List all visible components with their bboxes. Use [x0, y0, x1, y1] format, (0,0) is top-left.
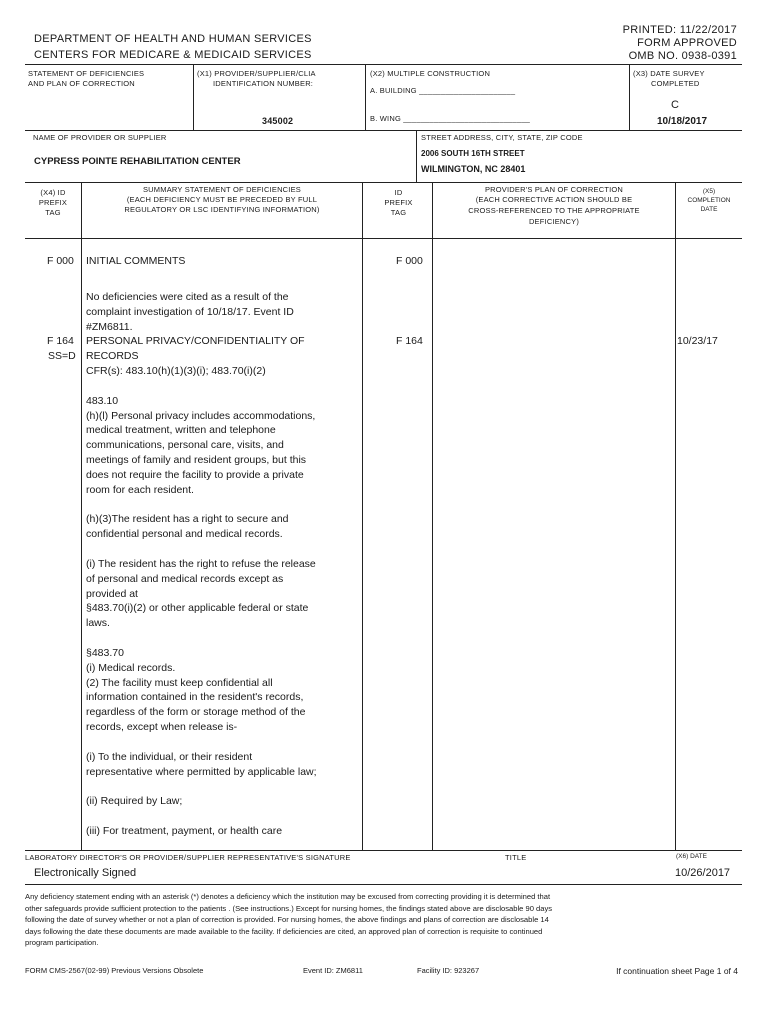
signature-label: LABORATORY DIRECTOR'S OR PROVIDER/SUPPLIER REPRESENTATIVE'S SIGNATURE	[25, 853, 351, 862]
text-line: information contained in the resident's records,	[86, 691, 304, 704]
text-line: representative where permitted by applicable law;	[86, 765, 317, 778]
address-label: STREET ADDRESS, CITY, STATE, ZIP CODE	[421, 133, 583, 142]
plan-header: PROVIDER'S PLAN OF CORRECTION	[484, 185, 624, 194]
survey-completed-date: 10/18/2017	[657, 116, 708, 127]
text-line: confidential personal and medical records.	[86, 528, 283, 541]
text-line: RECORDS	[86, 350, 139, 363]
text-line: (iii) For treatment, payment, or health care	[86, 825, 283, 838]
signature-date-label: (X6) DATE	[676, 853, 707, 860]
divider	[193, 64, 194, 130]
text-line: PERSONAL PRIVACY/CONFIDENTIALITY OF	[86, 335, 305, 348]
text-line: room for each resident.	[86, 483, 194, 496]
column-divider	[362, 182, 363, 850]
x5-header: COMPLETION	[687, 197, 731, 204]
f000-title: INITIAL COMMENTS	[86, 255, 186, 267]
text-line: (i) The resident has the right to refuse the release	[86, 557, 316, 570]
text-line: provided at	[86, 587, 138, 600]
plan-header: (EACH CORRECTIVE ACTION SHOULD BE	[475, 195, 633, 204]
wing-field: B. WING _____________________________	[370, 114, 531, 123]
x5-header: DATE	[700, 206, 718, 213]
street-address: 2006 SOUTH 16TH STREET	[421, 149, 525, 158]
statement-label: AND PLAN OF CORRECTION	[28, 79, 135, 88]
column-divider	[432, 182, 433, 850]
statement-label: STATEMENT OF DEFICIENCIES	[28, 69, 145, 78]
x5-header: (X5)	[702, 188, 716, 195]
text-line: of personal and medical records except as	[86, 572, 284, 585]
printed-date: PRINTED: 11/22/2017	[622, 24, 737, 36]
text-line: medical treatment, written and telephone	[86, 424, 276, 437]
x3-label: (X3) DATE SURVEY	[633, 69, 705, 78]
text-line: No deficiencies were cited as a result of the	[86, 291, 289, 303]
page-number: If continuation sheet Page 1 of 4	[616, 966, 738, 976]
city-state-zip: WILMINGTON, NC 28401	[421, 164, 526, 174]
divider	[629, 64, 630, 130]
signature-bottom-rule	[25, 884, 742, 885]
x2-label: (X2) MULTIPLE CONSTRUCTION	[370, 69, 491, 78]
text-line: (i) To the individual, or their resident	[86, 750, 253, 763]
form-number: FORM CMS-2567(02-99) Previous Versions Obsolete	[25, 966, 204, 975]
id-header: PREFIX	[384, 198, 413, 207]
tag-f000: F 000	[47, 255, 74, 267]
x4-header: TAG	[45, 208, 61, 217]
disclaimer-line: other safeguards provide sufficient protection to the patients . (See instructions.) Except for nursing homes, the findings stated above are disclosable 90 days	[25, 903, 553, 913]
id-block-bottom-rule	[25, 130, 742, 131]
text-line: §483.70(i)(2) or other applicable federal or state	[86, 602, 309, 615]
form-approved: FORM APPROVED	[637, 37, 737, 49]
column-header-bottom-rule	[25, 238, 742, 239]
text-line: (ii) Required by Law;	[86, 795, 183, 808]
department-title: DEPARTMENT OF HEALTH AND HUMAN SERVICES	[34, 33, 312, 45]
text-line: #ZM6811.	[86, 320, 133, 333]
id-tag-f164: F 164	[396, 335, 423, 347]
survey-code: C	[671, 99, 679, 111]
id-header: TAG	[390, 208, 407, 217]
deficiency-summary-text	[86, 290, 360, 839]
column-divider	[675, 182, 676, 850]
disclaimer-line: following the date of survey whether or not a plan of correction is provided. For nursing homes, the above findings and plans of correction are disclosable 14	[25, 915, 549, 925]
text-line: communications, personal care, visits, and	[86, 439, 284, 452]
x1-label: IDENTIFICATION NUMBER:	[213, 79, 314, 88]
signature-date: 10/26/2017	[675, 867, 731, 879]
signature-value: Electronically Signed	[34, 867, 137, 879]
facility-id: Facility ID: 923267	[417, 966, 480, 975]
building-field: A. BUILDING ______________________	[370, 86, 516, 95]
x1-label: (X1) PROVIDER/SUPPLIER/CLIA	[197, 69, 316, 78]
event-id: Event ID: ZM6811	[303, 966, 363, 975]
signature-top-rule	[25, 850, 742, 851]
x4-header: PREFIX	[38, 198, 68, 207]
text-line: (i) Medical records.	[86, 661, 176, 674]
summary-header: SUMMARY STATEMENT OF DEFICIENCIES	[142, 185, 301, 194]
text-line: regardless of the form or storage method of the	[86, 706, 306, 719]
provider-id-number: 345002	[262, 116, 294, 126]
text-line: laws.	[86, 617, 110, 630]
plan-header: DEFICIENCY)	[528, 217, 580, 226]
text-line: complaint investigation of 10/18/17. Event ID	[86, 305, 294, 318]
text-line: records, except when release is-	[86, 720, 238, 733]
summary-header: (EACH DEFICIENCY MUST BE PRECEDED BY FULL	[126, 195, 318, 204]
column-divider	[81, 182, 82, 850]
text-line: (h)(l) Personal privacy includes accommodations,	[86, 409, 316, 422]
disclaimer-line: Any deficiency statement ending with an asterisk (*) denotes a deficiency which the institution may be excused from correcting providing it is determined that	[25, 892, 551, 901]
tag-f164: F 164	[47, 335, 74, 347]
disclaimer-text	[25, 891, 552, 949]
plan-header: CROSS-REFERENCED TO THE APPROPRIATE	[468, 206, 640, 215]
text-line: §483.70	[86, 646, 124, 659]
text-line: does not require the facility to provide a private	[86, 468, 304, 481]
text-line: (h)(3)The resident has a right to secure and	[86, 513, 289, 526]
text-line: 483.10	[86, 394, 119, 407]
title-label: TITLE	[505, 853, 527, 862]
x3-label: COMPLETED	[651, 79, 700, 88]
disclaimer-line: days following the date these documents are made available to the facility. If deficiencies are cited, an approved plan of correction is requisite to continued	[25, 926, 543, 936]
id-tag-f000: F 000	[396, 255, 423, 267]
f164-completion-date: 10/23/17	[677, 335, 718, 347]
top-rule	[25, 64, 742, 65]
id-header: ID	[394, 188, 403, 197]
provider-name: CYPRESS POINTE REHABILITATION CENTER	[34, 156, 241, 167]
summary-header: REGULATORY OR LSC IDENTIFYING INFORMATION)	[124, 205, 320, 214]
scope-severity: SS=D	[48, 350, 76, 362]
disclaimer-line: program participation.	[25, 938, 99, 948]
x4-header: (X4) ID	[40, 188, 66, 197]
text-line: CFR(s): 483.10(h)(1)(3)(i); 483.70(i)(2)	[86, 364, 266, 377]
omb-number: OMB NO. 0938-0391	[628, 50, 737, 62]
text-line: meetings of family and resident groups, but this	[86, 453, 307, 466]
column-header-top-rule	[25, 182, 742, 183]
divider	[365, 64, 366, 130]
divider	[416, 130, 417, 182]
centers-title: CENTERS FOR MEDICARE & MEDICAID SERVICES	[34, 49, 312, 61]
text-line: (2) The facility must keep confidential all	[86, 676, 273, 689]
provider-name-label: NAME OF PROVIDER OR SUPPLIER	[33, 133, 167, 142]
